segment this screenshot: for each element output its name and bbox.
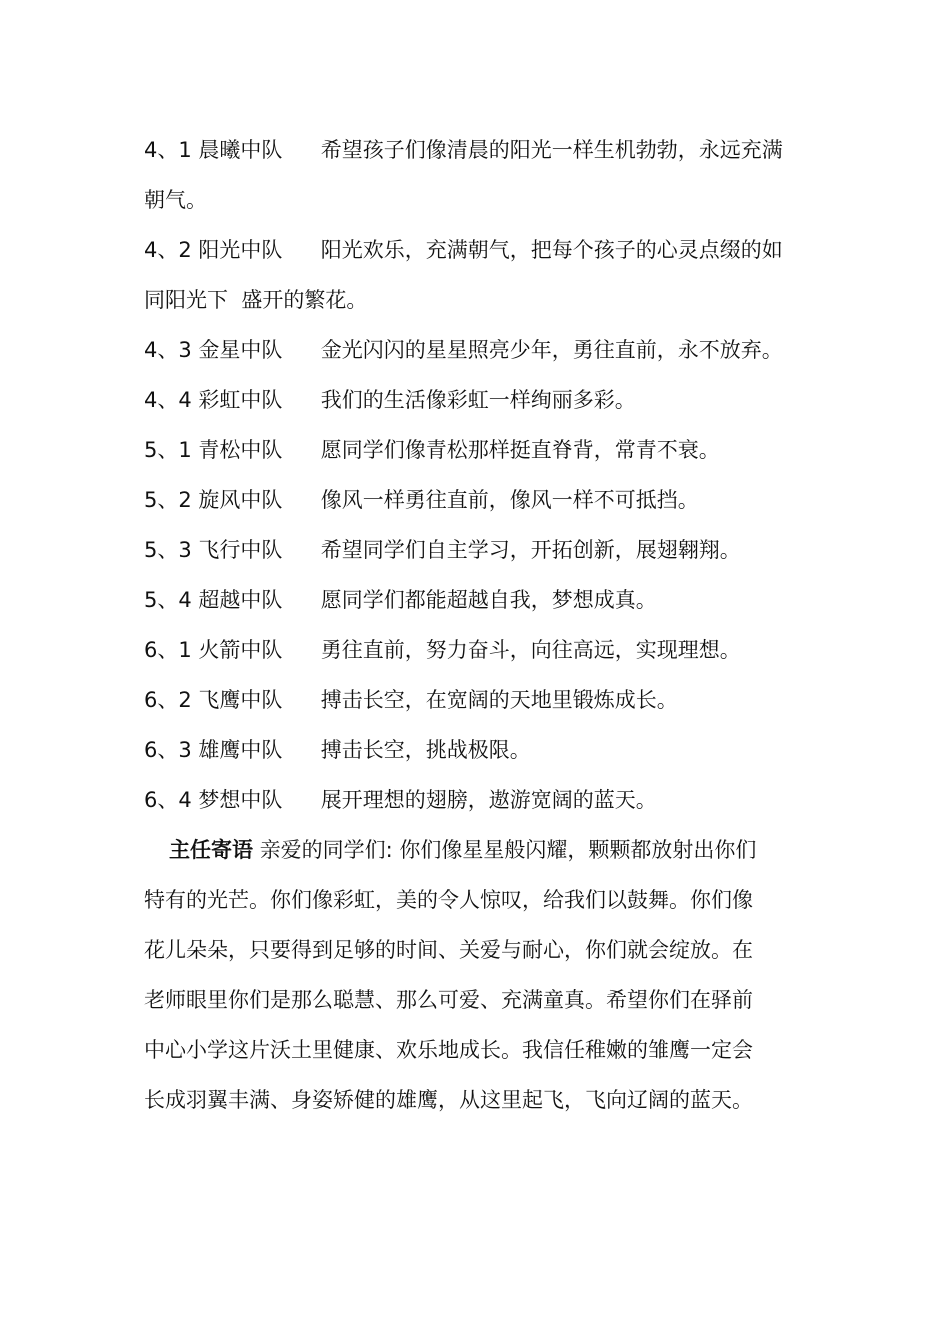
squad-motto: 希望同学们自主学习，开拓创新，展翅翱翔。	[320, 538, 741, 562]
squad-motto: 朝气。	[144, 188, 207, 212]
squad-class: 6、1	[144, 638, 192, 662]
squad-class: 5、4	[144, 588, 192, 612]
squad-class: 4、3	[144, 338, 192, 362]
squad-class: 5、1	[144, 438, 192, 462]
squad-name: 阳光中队	[198, 238, 283, 262]
letter-text: 老师眼里你们是那么聪慧、那么可爱、充满童真。希望你们在驿前	[144, 988, 753, 1012]
squad-name: 彩虹中队	[198, 388, 283, 412]
squad-name: 火箭中队	[198, 638, 283, 662]
letter-line	[144, 1075, 808, 1125]
squad-name: 飞行中队	[198, 538, 283, 562]
squad-line	[144, 775, 808, 825]
letter-text: 中心小学这片沃土里健康、欢乐地成长。我信任稚嫩的雏鹰一定会	[144, 1038, 753, 1062]
squad-line	[144, 575, 808, 625]
squad-class: 6、4	[144, 788, 192, 812]
squad-motto-continuation	[144, 175, 808, 225]
squad-class: 4、2	[144, 238, 192, 262]
squad-line	[144, 675, 808, 725]
squad-line	[144, 325, 808, 375]
squad-name: 雄鹰中队	[198, 738, 283, 762]
squad-motto: 勇往直前，努力奋斗，向往高远，实现理想。	[320, 638, 741, 662]
letter-text: 花儿朵朵，只要得到足够的时间、关爱与耐心，你们就会绽放。在	[144, 938, 753, 962]
squad-motto: 搏击长空，在宽阔的天地里锻炼成长。	[320, 688, 678, 712]
squad-line	[144, 625, 808, 675]
letter-line	[144, 925, 808, 975]
squad-line	[144, 225, 808, 275]
squad-motto: 金光闪闪的星星照亮少年，勇往直前，永不放弃。	[320, 338, 783, 362]
squad-class: 4、1	[144, 138, 192, 162]
squad-class: 4、4	[144, 388, 192, 412]
squad-class: 6、3	[144, 738, 192, 762]
squad-motto: 愿同学们像青松那样挺直脊背，常青不衰。	[320, 438, 720, 462]
squad-line	[144, 725, 808, 775]
squad-motto: 希望孩子们像清晨的阳光一样生机勃勃，永远充满	[320, 138, 783, 162]
squad-name: 旋风中队	[198, 488, 283, 512]
letter-first-line	[144, 825, 808, 875]
squad-name: 金星中队	[198, 338, 283, 362]
squad-motto: 愿同学们都能超越自我，梦想成真。	[320, 588, 657, 612]
letter-text: 特有的光芒。你们像彩虹，美的令人惊叹，给我们以鼓舞。你们像	[144, 888, 753, 912]
squad-class: 5、3	[144, 538, 192, 562]
squad-line	[144, 125, 808, 175]
squad-class: 6、2	[144, 688, 192, 712]
squad-line	[144, 425, 808, 475]
letter-text: 亲爱的同学们: 你们像星星般闪耀，颗颗都放射出你们	[259, 838, 757, 862]
letter-heading: 主任寄语	[169, 838, 253, 862]
letter-text: 长成羽翼丰满、身姿矫健的雄鹰，从这里起飞，飞向辽阔的蓝天。	[144, 1088, 753, 1112]
letter-line	[144, 1025, 808, 1075]
squad-motto: 像风一样勇往直前，像风一样不可抵挡。	[320, 488, 699, 512]
squad-name: 晨曦中队	[198, 138, 283, 162]
squad-motto-continuation	[144, 275, 808, 325]
squad-class: 5、2	[144, 488, 192, 512]
squad-name: 梦想中队	[198, 788, 283, 812]
squad-name: 超越中队	[198, 588, 283, 612]
squad-motto: 展开理想的翅膀，遨游宽阔的蓝天。	[320, 788, 657, 812]
squad-motto: 阳光欢乐，充满朝气，把每个孩子的心灵点缀的如	[320, 238, 783, 262]
squad-line	[144, 525, 808, 575]
letter-line	[144, 875, 808, 925]
squad-motto: 搏击长空，挑战极限。	[320, 738, 531, 762]
squad-name: 青松中队	[198, 438, 283, 462]
squad-motto: 我们的生活像彩虹一样绚丽多彩。	[320, 388, 636, 412]
letter-line	[144, 975, 808, 1025]
document-page	[144, 125, 808, 1125]
squad-motto: 同阳光下 盛开的繁花。	[144, 288, 368, 312]
squad-name: 飞鹰中队	[198, 688, 283, 712]
squad-line	[144, 475, 808, 525]
squad-line	[144, 375, 808, 425]
